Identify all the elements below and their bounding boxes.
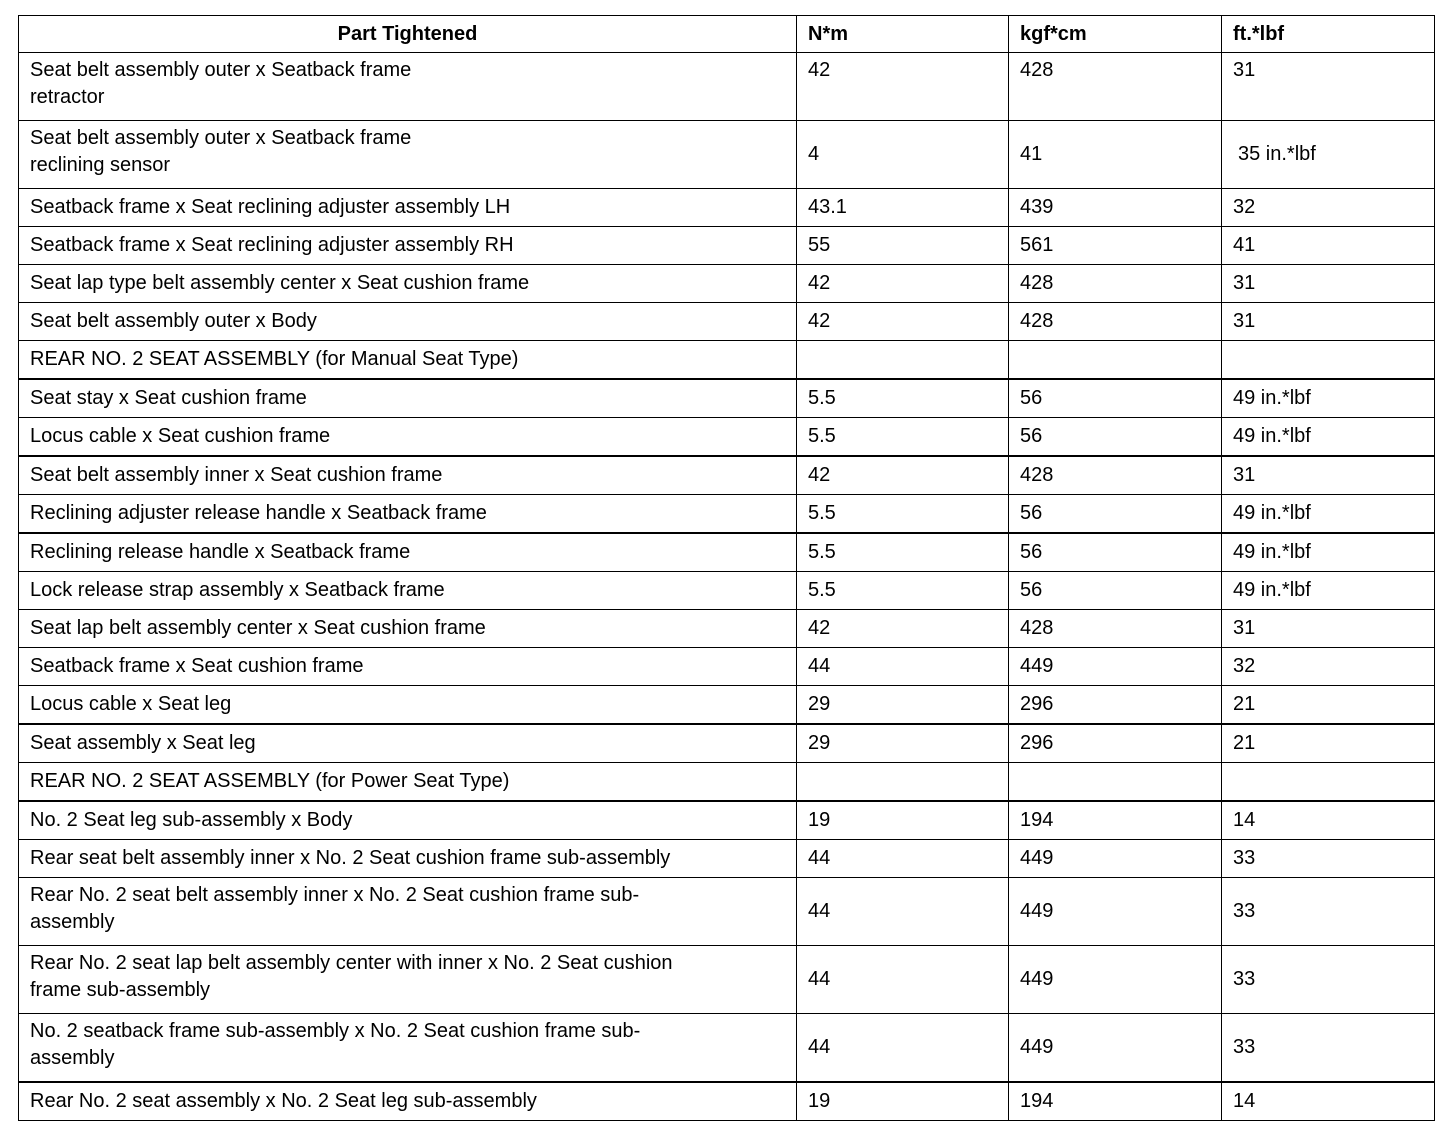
kgfcm-cell: 296 <box>1009 686 1222 725</box>
table-row <box>19 572 1435 610</box>
header-nm: N*m <box>797 16 1009 53</box>
part-cell: Reclining adjuster release handle x Seatback frame <box>19 495 797 534</box>
part-text-line1: Rear No. 2 seat lap belt assembly center with inner x No. 2 Seat cushion <box>30 952 673 974</box>
kgfcm-cell: 41 <box>1009 121 1222 189</box>
nm-cell: 44 <box>797 648 1009 686</box>
torque-spec-table <box>18 15 1435 1121</box>
kgfcm-cell: 194 <box>1009 1082 1222 1121</box>
section-row-power-seat <box>19 763 1435 802</box>
nm-cell: 44 <box>797 946 1009 1014</box>
part-text-line2: reclining sensor <box>30 154 171 176</box>
nm-cell: 55 <box>797 227 1009 265</box>
kgfcm-cell: 56 <box>1009 418 1222 457</box>
table-row <box>19 946 1435 1014</box>
table-row <box>19 610 1435 648</box>
table-row <box>19 265 1435 303</box>
part-cell <box>19 1014 797 1083</box>
kgfcm-cell: 428 <box>1009 610 1222 648</box>
part-cell: Locus cable x Seat cushion frame <box>19 418 797 457</box>
kgfcm-cell: 428 <box>1009 456 1222 495</box>
part-text-line2: assembly <box>30 1047 115 1069</box>
part-cell: Seat stay x Seat cushion frame <box>19 379 797 418</box>
ftlbf-cell: 49 in.*lbf <box>1222 533 1435 572</box>
kgfcm-cell: 56 <box>1009 572 1222 610</box>
table-row <box>19 1082 1435 1121</box>
header-row <box>19 16 1435 53</box>
kgfcm-cell: 56 <box>1009 379 1222 418</box>
part-text-line2: retractor <box>30 86 105 108</box>
part-text-line1: No. 2 seatback frame sub-assembly x No. 2 Seat cushion frame sub- <box>30 1020 641 1042</box>
nm-cell: 19 <box>797 1082 1009 1121</box>
part-cell <box>19 53 797 121</box>
part-cell <box>19 946 797 1014</box>
ftlbf-cell: 35 in.*lbf <box>1222 121 1435 189</box>
table-row <box>19 303 1435 341</box>
ftlbf-cell <box>1222 763 1435 802</box>
part-cell <box>19 121 797 189</box>
nm-cell: 42 <box>797 456 1009 495</box>
section-heading: REAR NO. 2 SEAT ASSEMBLY (for Power Seat Type) <box>19 763 797 802</box>
table-row <box>19 495 1435 534</box>
table-row <box>19 456 1435 495</box>
ftlbf-cell: 21 <box>1222 724 1435 763</box>
ftlbf-cell: 31 <box>1222 53 1435 121</box>
part-cell: Rear No. 2 seat assembly x No. 2 Seat leg sub-assembly <box>19 1082 797 1121</box>
part-cell: Seat lap type belt assembly center x Seat cushion frame <box>19 265 797 303</box>
ftlbf-cell: 31 <box>1222 303 1435 341</box>
part-cell: No. 2 Seat leg sub-assembly x Body <box>19 801 797 840</box>
header-part-tightened: Part Tightened <box>19 16 797 53</box>
nm-cell <box>797 763 1009 802</box>
nm-cell: 44 <box>797 878 1009 946</box>
table-row <box>19 379 1435 418</box>
nm-cell: 43.1 <box>797 189 1009 227</box>
kgfcm-cell: 449 <box>1009 946 1222 1014</box>
ftlbf-cell: 33 <box>1222 946 1435 1014</box>
kgfcm-cell: 56 <box>1009 533 1222 572</box>
table-row <box>19 418 1435 457</box>
header-kgfcm: kgf*cm <box>1009 16 1222 53</box>
kgfcm-cell <box>1009 341 1222 380</box>
ftlbf-cell: 32 <box>1222 189 1435 227</box>
nm-cell: 42 <box>797 303 1009 341</box>
part-cell: Seatback frame x Seat reclining adjuster assembly LH <box>19 189 797 227</box>
part-cell: Seat lap belt assembly center x Seat cushion frame <box>19 610 797 648</box>
kgfcm-cell: 428 <box>1009 303 1222 341</box>
table-row <box>19 533 1435 572</box>
table-row <box>19 189 1435 227</box>
ftlbf-cell: 49 in.*lbf <box>1222 379 1435 418</box>
ftlbf-cell: 21 <box>1222 686 1435 725</box>
part-cell <box>19 878 797 946</box>
part-cell: Seat assembly x Seat leg <box>19 724 797 763</box>
part-text-line2: assembly <box>30 911 115 933</box>
table-row <box>19 648 1435 686</box>
ftlbf-cell: 49 in.*lbf <box>1222 418 1435 457</box>
nm-cell: 4 <box>797 121 1009 189</box>
ftlbf-cell: 31 <box>1222 265 1435 303</box>
kgfcm-cell: 449 <box>1009 1014 1222 1083</box>
kgfcm-cell: 439 <box>1009 189 1222 227</box>
section-row-manual-seat <box>19 341 1435 380</box>
nm-cell: 5.5 <box>797 495 1009 534</box>
kgfcm-cell: 449 <box>1009 648 1222 686</box>
table-row <box>19 227 1435 265</box>
ftlbf-cell: 41 <box>1222 227 1435 265</box>
table-row <box>19 53 1435 121</box>
part-cell: Seatback frame x Seat reclining adjuster assembly RH <box>19 227 797 265</box>
ftlbf-cell: 49 in.*lbf <box>1222 572 1435 610</box>
table-row <box>19 801 1435 840</box>
kgfcm-cell: 449 <box>1009 840 1222 878</box>
nm-cell <box>797 341 1009 380</box>
kgfcm-cell: 56 <box>1009 495 1222 534</box>
nm-cell: 5.5 <box>797 533 1009 572</box>
ftlbf-cell: 33 <box>1222 1014 1435 1083</box>
table-row <box>19 724 1435 763</box>
nm-cell: 44 <box>797 1014 1009 1083</box>
nm-cell: 5.5 <box>797 379 1009 418</box>
ftlbf-cell: 14 <box>1222 1082 1435 1121</box>
kgfcm-cell: 296 <box>1009 724 1222 763</box>
part-text-line1: Seat belt assembly outer x Seatback frame <box>30 127 412 149</box>
part-text-line1: Rear No. 2 seat belt assembly inner x No. 2 Seat cushion frame sub- <box>30 884 640 906</box>
section-heading: REAR NO. 2 SEAT ASSEMBLY (for Manual Seat Type) <box>19 341 797 380</box>
part-cell: Locus cable x Seat leg <box>19 686 797 725</box>
nm-cell: 29 <box>797 686 1009 725</box>
part-text-line1: Seat belt assembly outer x Seatback frame <box>30 59 412 81</box>
nm-cell: 42 <box>797 610 1009 648</box>
kgfcm-cell <box>1009 763 1222 802</box>
part-cell: Seatback frame x Seat cushion frame <box>19 648 797 686</box>
table-row <box>19 840 1435 878</box>
table-row <box>19 1014 1435 1083</box>
part-cell: Lock release strap assembly x Seatback frame <box>19 572 797 610</box>
nm-cell: 5.5 <box>797 418 1009 457</box>
kgfcm-cell: 428 <box>1009 265 1222 303</box>
header-ftlbf: ft.*lbf <box>1222 16 1435 53</box>
ftlbf-cell: 31 <box>1222 456 1435 495</box>
kgfcm-cell: 449 <box>1009 878 1222 946</box>
part-cell: Rear seat belt assembly inner x No. 2 Seat cushion frame sub-assembly <box>19 840 797 878</box>
ftlbf-cell: 33 <box>1222 878 1435 946</box>
part-cell: Seat belt assembly outer x Body <box>19 303 797 341</box>
nm-cell: 42 <box>797 265 1009 303</box>
table-row <box>19 878 1435 946</box>
kgfcm-cell: 428 <box>1009 53 1222 121</box>
kgfcm-cell: 194 <box>1009 801 1222 840</box>
ftlbf-cell: 32 <box>1222 648 1435 686</box>
ftlbf-cell: 33 <box>1222 840 1435 878</box>
part-text-line2: frame sub-assembly <box>30 979 211 1001</box>
nm-cell: 29 <box>797 724 1009 763</box>
ftlbf-cell: 14 <box>1222 801 1435 840</box>
ftlbf-cell <box>1222 341 1435 380</box>
nm-cell: 44 <box>797 840 1009 878</box>
nm-cell: 19 <box>797 801 1009 840</box>
part-cell: Reclining release handle x Seatback frame <box>19 533 797 572</box>
ftlbf-cell: 31 <box>1222 610 1435 648</box>
table-row <box>19 686 1435 725</box>
nm-cell: 5.5 <box>797 572 1009 610</box>
kgfcm-cell: 561 <box>1009 227 1222 265</box>
table-row <box>19 121 1435 189</box>
ftlbf-cell: 49 in.*lbf <box>1222 495 1435 534</box>
part-cell: Seat belt assembly inner x Seat cushion frame <box>19 456 797 495</box>
nm-cell: 42 <box>797 53 1009 121</box>
